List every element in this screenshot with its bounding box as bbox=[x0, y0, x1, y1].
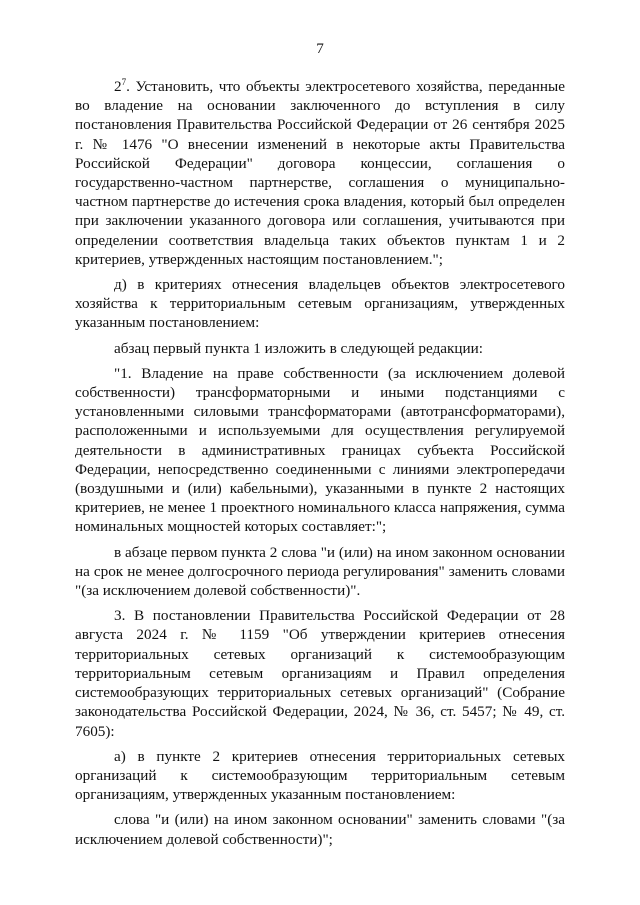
paragraph-clause-2: в абзаце первом пункта 2 слова "и (или) на ином законном основании на срок не менее долгосрочного периода регулирования" заменить словами "(за исключением долевой собственности)". bbox=[75, 543, 565, 600]
page-number: 7 bbox=[316, 40, 324, 57]
paragraph-a: а) в пункте 2 критериев отнесения территориальных сетевых организаций к системообразующим территориальным сетевым организациям, утвержденных указанным постановлением: bbox=[75, 747, 565, 804]
paragraph-2-7 bbox=[75, 77, 565, 269]
paragraph-words: слова "и (или) на ином законном основании" заменить словами "(за исключением долевой собственности)"; bbox=[75, 811, 565, 848]
paragraph-quote-1: "1. Владение на праве собственности (за исключением долевой собственности) трансформаторными и иными подстанциями с установленными силовыми трансформаторами (автотрансформаторами), расположенными и используемыми для осуществления регулируемой деятельности в административных границах субъекта Российской Федерации, непосредственно соединенными с линиями электропередачи (воздушными и (или) кабельными), указанными в пункте 2 настоящих критериев, не менее 1 проектного номинального класса напряжения, сумма номинальных мощностей которых составляет:"; bbox=[75, 364, 565, 536]
paragraph-number: 2 bbox=[114, 78, 122, 95]
paragraph-text: . Установить, что объекты электросетевого хозяйства, переданные во владение на основании заключенного до вступления в силу постановления Правительства Российской Федерации от 26 сентября 2025 г. № 1476 "О внесении изменений в некоторые акты Правительства Российской Федерации" договора концессии, соглашения о государственно-частном партнерстве, соглашения о муниципально-частном партнерстве до истечения срока владения, который был определен при заключении указанного договора или соглашения, учитываются при определении соответствия владельца таких объектов пунктам 1 и 2 критериев, утвержденных настоящим постановлением."; bbox=[75, 78, 565, 268]
document-body bbox=[75, 77, 565, 849]
paragraph-number-superscript: 7 bbox=[121, 77, 127, 87]
paragraph-d: д) в критериях отнесения владельцев объектов электросетевого хозяйства к территориальным сетевым организациям, утвержденных указанным постановлением: bbox=[75, 276, 565, 332]
paragraph-first-clause: абзац первый пункта 1 изложить в следующей редакции: bbox=[114, 339, 484, 357]
paragraph-3: 3. В постановлении Правительства Российской Федерации от 28 августа 2024 г. № 1159 "Об утверждении критериев отнесения территориальных сетевых организаций к системообразующим территориальным сетевым организациям и Правил определения системообразующих территориальных сетевых организаций" (Собрание законодательства Российской Федерации, 2024, № 36, ст. 5457; № 49, ст. 7605): bbox=[75, 607, 565, 740]
